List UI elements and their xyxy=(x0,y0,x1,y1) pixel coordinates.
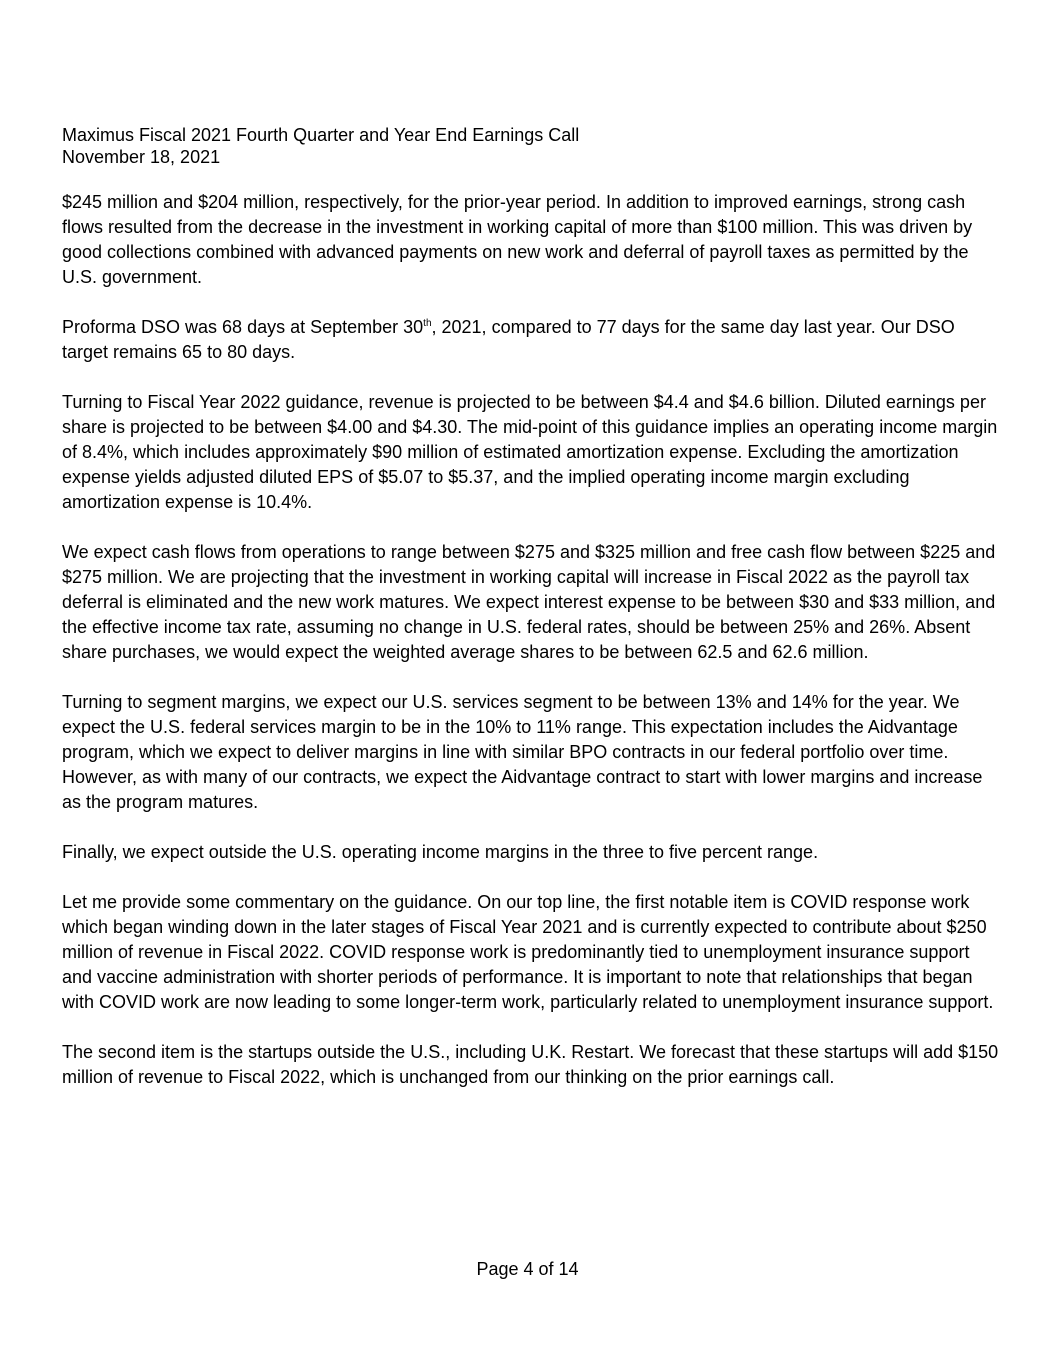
document-header xyxy=(62,124,579,168)
paragraph: We expect cash flows from operations to range between $275 and $325 million and free cash flow between $225 and $275 million. We are projecting that the investment in working capital will increase in Fiscal 2022 as the payroll tax deferral is eliminated and the new work matures. We expect interest expense to be between $30 and $33 million, and the effective income tax rate, assuming no change in U.S. federal rates, should be between 25% and 26%. Absent share purchases, we would expect the weighted average shares to be between 62.5 and 62.6 million. xyxy=(62,542,996,662)
dso-text-before: Proforma DSO was 68 days at September 30 xyxy=(62,317,424,337)
page-number: Page 4 of 14 xyxy=(476,1259,579,1279)
paragraph: Let me provide some commentary on the guidance. On our top line, the first notable item is COVID response work which began winding down in the later stages of Fiscal Year 2021 and is currently expected to contribute about $250 million of revenue in Fiscal 2022. COVID response work is predominantly tied to unemployment insurance support and vaccine administration with shorter periods of performance. It is important to note that relationships that began with COVID work are now leading to some longer-term work, particularly related to unemployment insurance support. xyxy=(62,892,994,1012)
document-body xyxy=(62,190,1002,1115)
paragraph: The second item is the startups outside the U.S., including U.K. Restart. We forecast that these startups will add $150 million of revenue to Fiscal 2022, which is unchanged from our thinking on the prior earnings call. xyxy=(62,1042,999,1087)
dso-text-after: , 2021, compared to 77 days for the same day last year. Our DSO target remains 65 to 80 days. xyxy=(62,317,955,362)
document-date: November 18, 2021 xyxy=(62,147,221,167)
document-title: Maximus Fiscal 2021 Fourth Quarter and Year End Earnings Call xyxy=(62,125,580,145)
paragraph-dso xyxy=(62,315,1002,365)
paragraph: Finally, we expect outside the U.S. operating income margins in the three to five percent range. xyxy=(62,842,819,862)
paragraph: Turning to segment margins, we expect our U.S. services segment to be between 13% and 14% for the year. We expect the U.S. federal services margin to be in the 10% to 11% range. This expectation includes the Aidvantage program, which we expect to deliver margins in line with similar BPO contracts in our federal portfolio over time. However, as with many of our contracts, we expect the Aidvantage contract to start with lower margins and increase as the program matures. xyxy=(62,692,983,812)
paragraph: $245 million and $204 million, respectively, for the prior-year period. In addition to improved earnings, strong cash flows resulted from the decrease in the investment in working capital of more than $100 million. This was driven by good collections combined with advanced payments on new work and deferral of payroll taxes as permitted by the U.S. government. xyxy=(62,192,973,287)
ordinal-suffix: th xyxy=(423,318,432,329)
paragraph: Turning to Fiscal Year 2022 guidance, revenue is projected to be between $4.4 and $4.6 billion. Diluted earnings per share is projected to be between $4.00 and $4.30. The mid-point of this guidance implies an operating income margin of 8.4%, which includes approximately $90 million of estimated amortization expense. Excluding the amortization expense yields adjusted diluted EPS of $5.07 to $5.37, and the implied operating income margin excluding amortization expense is 10.4%. xyxy=(62,392,998,512)
